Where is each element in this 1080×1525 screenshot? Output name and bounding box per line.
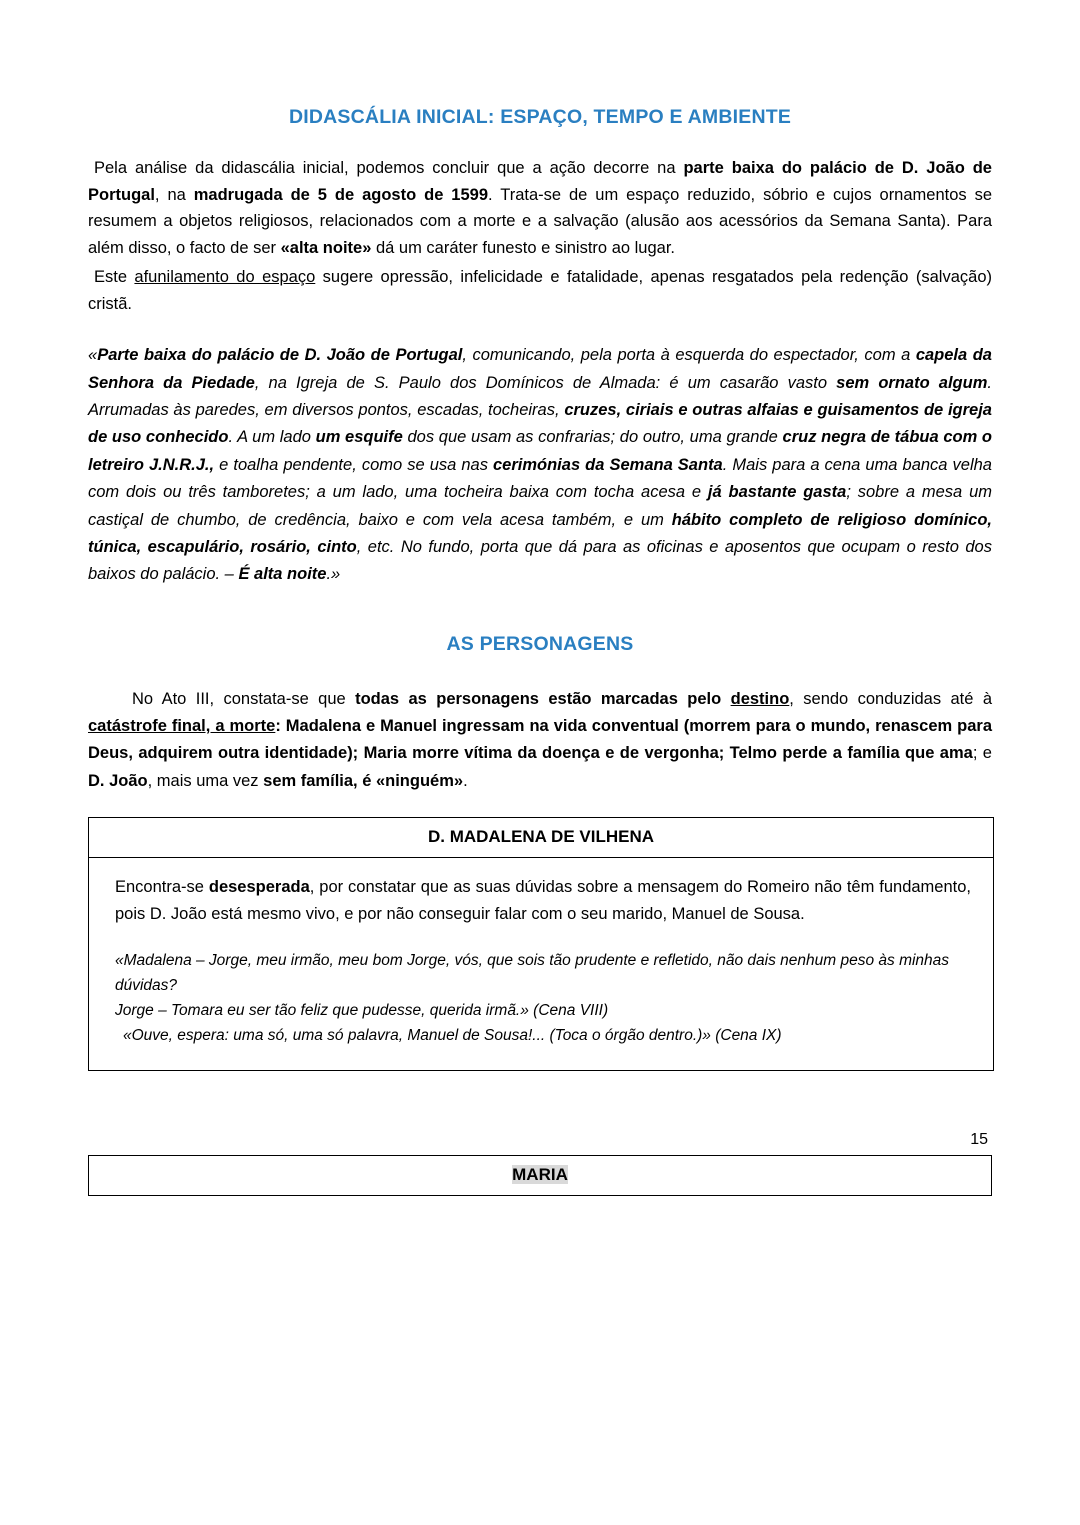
quote-line: Jorge – Tomara eu ser tão feliz que pudesse, querida irmã.» (Cena VIII): [115, 1001, 609, 1019]
character-quotes: [115, 948, 971, 1048]
text-bold-underline: catástrofe final, a morte: [88, 717, 276, 736]
text-run: «: [88, 346, 98, 365]
text-bold: um esquife: [315, 428, 403, 447]
page-title: DIDASCÁLIA INICIAL: ESPAÇO, TEMPO E AMBIENTE: [288, 106, 792, 128]
paragraph-afunilamento: [88, 264, 992, 317]
text-run: , por constatar que as suas dúvidas sobre a mensagem do Romeiro não têm fundamento, pois D. João está mesmo vivo, e por não conseguir falar com o seu marido, Manuel de Sousa.: [115, 878, 971, 923]
text-run: . Mais para a cena uma banca velha com dois ou três tamboretes; a um lado, uma tocheira baixa com tocha acesa e: [88, 455, 992, 502]
text-run: .: [463, 771, 468, 790]
text-bold: desesperada: [208, 878, 310, 897]
text-run: dá um caráter funesto e sinistro ao lugar.: [371, 239, 675, 258]
text-bold: sem ornato algum: [836, 373, 988, 392]
text-run: , na Igreja de S. Paulo dos Domínicos de Almada: é um casarão vasto: [254, 373, 837, 392]
text-run: , na: [154, 185, 194, 204]
character-box-madalena: [88, 817, 994, 1071]
text-bold: cruzes, ciriais e outras alfaias e guisamentos de igreja de uso conhecido: [88, 401, 992, 447]
character-box-maria: [88, 1155, 992, 1196]
text-run: , etc. No fundo, porta que dá para as oficinas e aposentos que ocupam o resto dos baixos do palácio. –: [88, 537, 992, 584]
paragraph-personagens: [88, 686, 992, 796]
text-bold: já bastante gasta: [707, 483, 847, 502]
text-run: Encontra-se: [115, 878, 209, 897]
text-run: sugere opressão, infelicidade e fatalidade, apenas resgatados pela redenção (salvação) cristã.: [88, 267, 992, 313]
text-run: . Trata-se de um espaço reduzido, sóbrio e cujos ornamentos se resumem a objetos religiosos, relacionados com a morte e a salvação (alusão aos acessórios da Semana Santa). Para além disso, o facto de ser: [88, 185, 993, 258]
text-bold: «alta noite»: [280, 239, 372, 258]
text-run: dos que usam as confrarias; do outro, uma grande: [402, 428, 783, 447]
text-run: e toalha pendente, como se usa nas: [214, 455, 493, 474]
blockquote-didascalia: [88, 342, 992, 588]
text-run: , sendo conduzidas até à: [789, 689, 992, 708]
text-bold: sem família, é «ninguém»: [263, 771, 464, 790]
highlighted-title: MARIA: [512, 1165, 568, 1185]
text-run: , comunicando, pela porta à esquerda do espectador, com a: [462, 346, 916, 365]
character-box-title-maria: [89, 1156, 991, 1195]
text-bold: capela da Senhora da Piedade: [88, 346, 992, 392]
text-bold-underline: destino: [730, 689, 790, 708]
section-title-personagens: AS PERSONAGENS: [446, 632, 634, 655]
text-bold: cerimónias da Semana Santa: [493, 455, 723, 474]
text-bold: Parte baixa do palácio de D. João de Portugal: [97, 346, 463, 365]
text-bold: madrugada de 5 de agosto de 1599: [193, 185, 489, 204]
text-run: . A um lado: [228, 428, 316, 447]
character-box-body: [89, 858, 993, 1070]
text-bold: todas as personagens estão marcadas pelo: [355, 689, 731, 708]
text-bold: : Madalena e Manuel ingressam na vida conventual (morrem para o mundo, renascem para Deus, adquirem outra identidade); Maria morre vítima da doença e de vergonha; Telmo perde a família que ama: [88, 717, 992, 763]
paragraph-didascalia-analysis: [88, 155, 992, 262]
text-run: ; e: [972, 744, 992, 763]
character-description: [115, 874, 971, 927]
text-run: ; sobre a mesa um castiçal de chumbo, de credência, baixo e com vela acesa também, e um: [88, 483, 992, 529]
page-number: 15: [970, 1131, 988, 1149]
text-run: . Arrumadas às paredes, em diversos pontos, escadas, tocheiras,: [88, 373, 992, 420]
quote-line: «Madalena – Jorge, meu irmão, meu bom Jorge, vós, que sois tão prudente e refletido, não dais nenhum peso às minhas dúvidas?: [115, 951, 950, 994]
text-bold: É alta noite: [238, 565, 327, 584]
text-bold: D. João: [88, 771, 148, 790]
character-box-title: D. MADALENA DE VILHENA: [89, 818, 993, 858]
text-bold: cruz negra de tábua com o letreiro J.N.R.J.,: [88, 428, 992, 474]
text-run: .»: [326, 565, 341, 584]
text-run: Pela análise da didascália inicial, podemos concluir que a ação decorre na: [94, 159, 684, 177]
text-run: , mais uma vez: [147, 771, 264, 790]
text-underline: afunilamento do espaço: [134, 267, 316, 286]
text-bold: parte baixa do palácio de D. João de Portugal: [88, 159, 992, 204]
text-run: No Ato III, constata-se que: [132, 689, 356, 708]
quote-line: «Ouve, espera: uma só, uma só palavra, Manuel de Sousa!... (Toca o órgão dentro.)» (Cena IX): [123, 1026, 782, 1044]
text-run: Este: [94, 267, 135, 286]
text-bold: hábito completo de religioso domínico, túnica, escapulário, rosário, cinto: [88, 510, 992, 556]
